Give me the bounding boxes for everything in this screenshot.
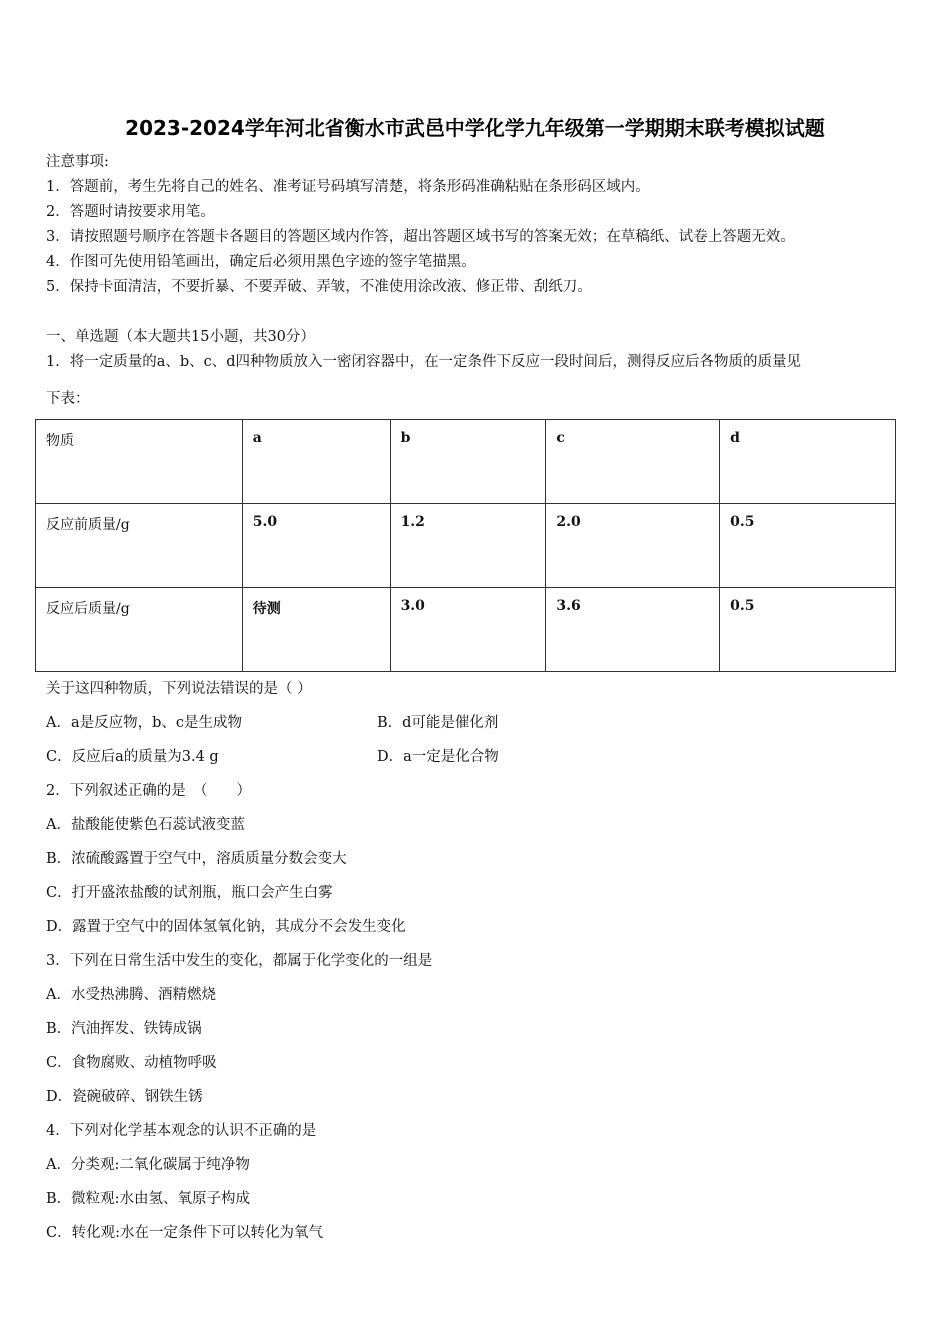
- option-b[interactable]: B．微粒观:水由氢、氧原子构成: [46, 1191, 251, 1207]
- table-cell: 3.6: [546, 588, 720, 672]
- question-1-stem: 1．将一定质量的a、b、c、d四种物质放入一密闭容器中，在一定条件下反应一段时间后，测得反应后各物质的质量见: [46, 354, 802, 370]
- notice-item: 3．请按照题号顺序在答题卡各题目的答题区域内作答，超出答题区域书写的答案无效；在草稿纸、试卷上答题无效。: [46, 229, 795, 245]
- table-cell: b: [390, 420, 546, 504]
- table-cell: 待测: [242, 588, 390, 672]
- page-title: 2023-2024学年河北省衡水市武邑中学化学九年级第一学期期末联考模拟试题: [125, 116, 825, 140]
- option-d[interactable]: D．a一定是化合物: [377, 749, 499, 765]
- option-a[interactable]: A．a是反应物，b、c是生成物: [46, 715, 243, 731]
- table-cell: d: [720, 420, 896, 504]
- question-3-stem: 3．下列在日常生活中发生的变化，都属于化学变化的一组是: [46, 953, 433, 969]
- table-cell: c: [546, 420, 720, 504]
- notice-heading: 注意事项:: [46, 154, 109, 170]
- table-cell: 1.2: [390, 504, 546, 588]
- question-1-prompt: 关于这四种物质，下列说法错误的是（ ）: [46, 681, 312, 697]
- table-cell: 5.0: [242, 504, 390, 588]
- notice-item: 2．答题时请按要求用笔。: [46, 204, 215, 220]
- table-cell: 0.5: [720, 588, 896, 672]
- option-d[interactable]: D．露置于空气中的固体氢氧化钠，其成分不会发生变化: [46, 919, 406, 935]
- option-b[interactable]: B．d可能是催化剂: [377, 715, 499, 731]
- question-1-stem-cont: 下表：: [46, 391, 90, 407]
- option-c[interactable]: C．转化观:水在一定条件下可以转化为氧气: [46, 1225, 323, 1241]
- section-heading: 一、单选题（本大题共15小题，共30分）: [46, 329, 315, 345]
- option-a[interactable]: A．分类观:二氧化碳属于纯净物: [46, 1157, 250, 1173]
- option-a[interactable]: A．盐酸能使紫色石蕊试液变蓝: [46, 817, 245, 833]
- option-b[interactable]: B．汽油挥发、铁铸成锅: [46, 1021, 202, 1037]
- option-d[interactable]: D．瓷碗破碎、钢铁生锈: [46, 1089, 203, 1105]
- option-b[interactable]: B．浓硫酸露置于空气中，溶质质量分数会变大: [46, 851, 347, 867]
- table-cell: a: [242, 420, 390, 504]
- table-row: [36, 504, 896, 588]
- table-cell: 3.0: [390, 588, 546, 672]
- table-header-row: [36, 420, 896, 504]
- table-cell: 物质: [36, 420, 243, 504]
- table-cell: 反应前质量/g: [36, 504, 243, 588]
- option-c[interactable]: C．食物腐败、动植物呼吸: [46, 1055, 217, 1071]
- table-row: [36, 588, 896, 672]
- notice-item: 1．答题前，考生先将自己的姓名、准考证号码填写清楚，将条形码准确粘贴在条形码区域内。: [46, 179, 650, 195]
- option-c[interactable]: C．反应后a的质量为3.4 g: [46, 749, 219, 765]
- table-cell: 0.5: [720, 504, 896, 588]
- table-cell: 2.0: [546, 504, 720, 588]
- option-a[interactable]: A．水受热沸腾、酒精燃烧: [46, 987, 216, 1003]
- notice-item: 4．作图可先使用铅笔画出，确定后必须用黑色字迹的签字笔描黑。: [46, 254, 476, 270]
- question-2-stem: 2．下列叙述正确的是 （ ）: [46, 783, 251, 799]
- mass-table: [35, 419, 896, 672]
- option-c[interactable]: C．打开盛浓盐酸的试剂瓶，瓶口会产生白雾: [46, 885, 333, 901]
- table-cell: 反应后质量/g: [36, 588, 243, 672]
- notice-item: 5．保持卡面清洁，不要折暴、不要弄破、弄皱，不准使用涂改液、修正带、刮纸刀。: [46, 279, 592, 295]
- question-4-stem: 4．下列对化学基本观念的认识不正确的是: [46, 1123, 317, 1139]
